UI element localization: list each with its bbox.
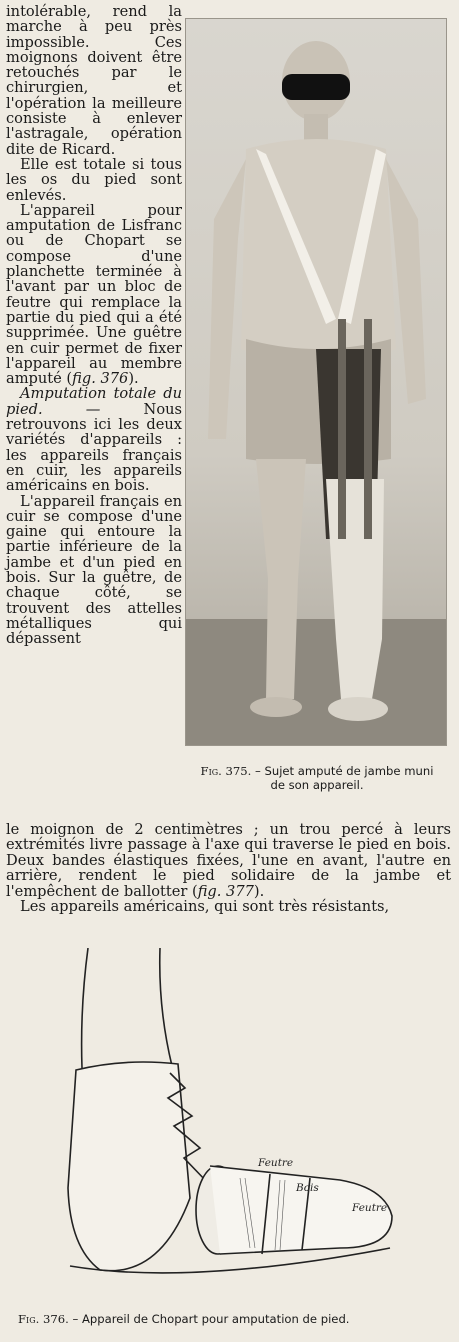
figure-caption-text: – Appareil de Chopart pour amputation de pied.: [68, 1312, 350, 1326]
figure-label: Fig. 376.: [18, 1312, 69, 1326]
paragraph: [6, 203, 182, 387]
paragraph: L'appareil français en cuir se compose d'une gaine qui entoure la partie inférieure de la jambe et d'un pied en bois. Sur la guêtre, de chaque côté, se trouvent des attelles métalliques qui dépassent: [6, 492, 182, 648]
paragraph: [6, 386, 182, 493]
label-bois: Bois: [296, 1182, 319, 1194]
figure-375-caption: [192, 764, 442, 792]
full-width-text: [6, 822, 451, 914]
paragraph: [6, 822, 451, 899]
photo-amputee-with-prosthesis: [185, 18, 447, 746]
paragraph-text: le moignon de 2 centimètres ; un trou percé à leurs extrémités livre passage à l'axe qui traverse le pied en bois. Deux bandes élastiques fixées, l'une en avant, l'autre en arrière, rendent le pied solidaire de la jambe et l'empêchent de ballotter (: [6, 821, 451, 900]
figure-reference: fig. 377: [197, 882, 254, 900]
paragraph-text: ).: [253, 882, 265, 900]
section-heading: Amputation totale du pied. —: [6, 385, 182, 418]
paragraph-text: L'appareil pour amputation de Lisfranc ou de Chopart se compose d'une planchette terminée à l'avant par un bloc de feutre qui remplace la partie du pied qui a été supprimée. Une guêtre en cuir permet de fixer l'appareil au membre amputé (: [6, 201, 182, 388]
label-feutre-right: Feutre: [352, 1202, 388, 1214]
photo-illustration: [186, 19, 446, 745]
label-feutre-top: Feutre: [258, 1157, 294, 1169]
figure-376-caption: [18, 1312, 448, 1326]
paragraph: Elle est totale si tous les os du pied sont enlevés.: [6, 155, 182, 204]
figure-reference: fig. 376: [72, 370, 129, 388]
paragraph-text: Nous retrouvons ici les deux variétés d'appareils : les appareils français en cuir, les appareils américains en bois.: [6, 400, 182, 495]
chopart-prosthesis-drawing: [40, 948, 420, 1298]
figure-caption-text: – Sujet amputé de jambe muni de son appareil.: [251, 764, 434, 792]
line-drawing: [40, 948, 420, 1298]
paragraph: Les appareils américains, qui sont très résistants,: [20, 898, 390, 916]
paragraph-text: ).: [128, 370, 139, 388]
text-column: [6, 4, 182, 646]
paragraph: intolérable, rend la marche à peu près impossible. Ces moignons doivent être retouchés par le chirurgien, et l'opération la meilleure consiste à enlever l'astragale, opération dite de Ricard.: [6, 3, 182, 158]
figure-label: Fig. 375.: [200, 764, 252, 778]
